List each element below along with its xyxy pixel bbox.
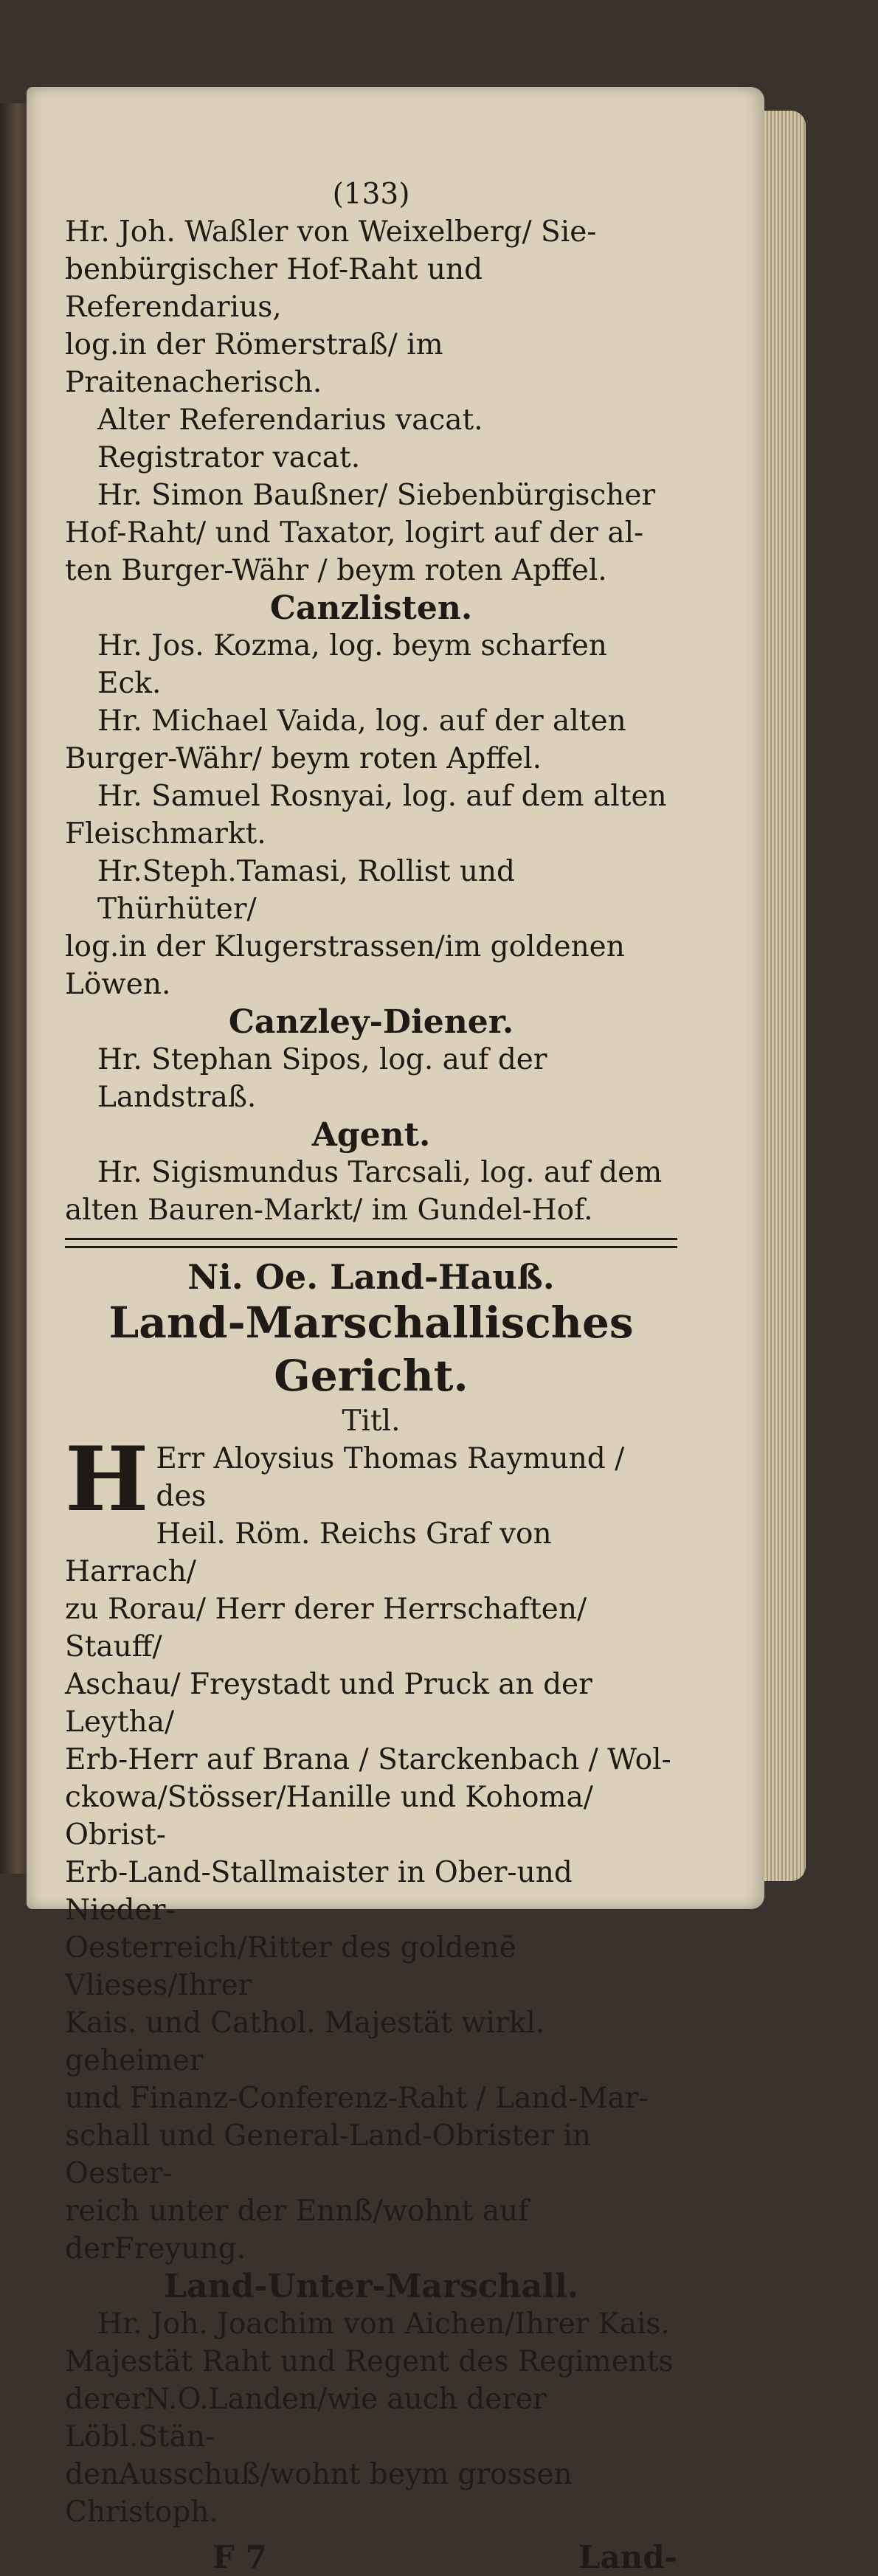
section-heading-agent: Agent. — [311, 1116, 431, 1154]
page-text — [65, 176, 677, 2576]
text-line: Burger-Währ/ beym roten Apffel. — [65, 742, 542, 775]
text-line: Hr. Joh. Waßler von Weixelberg/ Sie- — [65, 215, 597, 249]
text-line: Erb-Herr auf Brana / Starckenbach / Wol- — [65, 1743, 671, 1776]
text-line: benbürgischer Hof-Raht und Referendarius, — [65, 253, 483, 324]
text-line: Hr. Sigismundus Tarcsali, log. auf dem — [97, 1156, 663, 1189]
page-header: (133) — [332, 178, 410, 211]
text-line: dererN.O.Landen/wie auch derer Löbl.Stän- — [65, 2383, 547, 2454]
text-line: reich unter der Ennß/wohnt auf derFreyung. — [65, 2195, 529, 2265]
book-spine — [0, 103, 30, 1874]
text-line: und Finanz-Conferenz-Raht / Land-Mar- — [65, 2082, 649, 2115]
text-line: Erb-Land-Stallmaister in Ober-und Nieder- — [65, 1856, 573, 1927]
text-line: log.in der Römerstraß/ im Praitenacherisch. — [65, 328, 443, 399]
text-line: alten Bauren-Markt/ im Gundel-Hof. — [65, 1194, 593, 1227]
text-line: Fleischmarkt. — [65, 817, 266, 851]
text-line: Hr. Samuel Rosnyai, log. auf dem alten — [97, 780, 667, 813]
text-line: Err Aloysius Thomas Raymund / des — [156, 1442, 625, 1513]
text-line: log.in der Klugerstrassen/im goldenen Löwen. — [65, 930, 625, 1001]
text-line: Heil. Röm. Reichs Graf von Harrach/ — [65, 1517, 552, 1588]
text-line: zu Rorau/ Herr derer Herrschaften/ Stauff/ — [65, 1593, 587, 1663]
title-landhaus: Ni. Oe. Land-Hauß. — [187, 1257, 555, 1297]
text-line: Oesterreich/Ritter des goldenē Vlieses/Ihrer — [65, 1931, 516, 2002]
text-line: denAusschuß/wohnt beym grossen Christoph. — [65, 2458, 573, 2529]
text-line: schall und General-Land-Obrister in Oester- — [65, 2119, 592, 2190]
text-line: ten Burger-Währ / beym roten Apffel. — [65, 554, 607, 587]
text-line: Registrator vacat. — [97, 441, 361, 474]
text-line: Hr. Simon Baußner/ Siebenbürgischer — [97, 479, 656, 512]
text-line: Kais. und Cathol. Majestät wirkl. geheimer — [65, 2007, 545, 2077]
text-line: Alter Referendarius vacat. — [97, 404, 483, 437]
decorated-initial: H — [65, 1427, 149, 1531]
text-line: Hr. Jos. Kozma, log. beym scharfen Eck. — [97, 629, 607, 700]
text-line: Hr.Steph.Tamasi, Rollist und Thürhüter/ — [97, 855, 516, 926]
text-line: ckowa/Stösser/Hanille und Kohoma/ Obrist- — [65, 1781, 593, 1852]
catchword: Land- — [578, 2539, 677, 2575]
text-line: Aschau/ Freystadt und Pruck an der Leytha/ — [65, 1668, 592, 1739]
text-line: Hr. Joh. Joachim von Aichen/Ihrer Kais. — [97, 2307, 670, 2341]
page-footer — [65, 2538, 677, 2576]
section-heading-diener: Canzley-Diener. — [228, 1003, 514, 1041]
text-line: Hr. Stephan Sipos, log. auf der Landstraß. — [97, 1043, 547, 1114]
title-gericht: Land-Marschallisches Gericht. — [108, 1298, 634, 1401]
text-line: Hr. Michael Vaida, log. auf der alten — [97, 704, 626, 738]
section-heading-unter: Land-Unter-Marschall. — [164, 2268, 578, 2305]
signature-mark: F 7 — [212, 2539, 267, 2575]
page-edges — [764, 111, 806, 1881]
section-heading-canzlisten: Canzlisten. — [269, 589, 473, 627]
titl-label: Titl. — [342, 1405, 401, 1438]
double-rule-divider — [65, 1238, 677, 1248]
text-line: Majestät Raht und Regent des Regiments — [65, 2345, 674, 2378]
text-line: Hof-Raht/ und Taxator, logirt auf der al- — [65, 516, 644, 550]
